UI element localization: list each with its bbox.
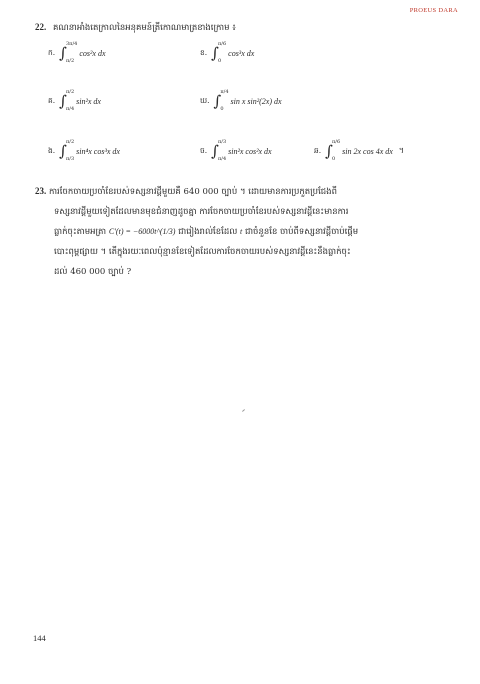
upper-limit: π/3 bbox=[217, 139, 227, 145]
item-label: ឃ. bbox=[200, 95, 210, 105]
question-22-text: គណនាអាំងតេក្រាលនៃអនុគមន៍ត្រីកោណមាត្រខាងក្រោម ៖ bbox=[52, 23, 236, 33]
question-22 bbox=[35, 22, 236, 35]
header-author: PROEUS DARA bbox=[409, 7, 458, 14]
question-23-line-3b: ជារៀងរាល់ខែដែល bbox=[178, 227, 238, 237]
integral-sign-icon: ∫ bbox=[59, 43, 67, 62]
item-label: គ. bbox=[48, 95, 56, 105]
lower-limit: π/4 bbox=[65, 106, 75, 112]
question-23-line-3c: ជាចំនួនខែ ចាប់ពីទស្សនាវដ្តីចាប់ផ្តើម bbox=[244, 227, 359, 237]
integral-sign-icon: ∫ bbox=[325, 141, 333, 160]
integral-sign-icon: ∫ bbox=[211, 43, 219, 62]
khmer-full-stop: ។ bbox=[398, 146, 405, 155]
upper-limit: π/6 bbox=[217, 41, 227, 47]
upper-limit: π/6 bbox=[331, 139, 341, 145]
item-label: ង. bbox=[48, 145, 56, 155]
integral-item-b bbox=[200, 42, 254, 64]
integrand: cos²x dx bbox=[79, 48, 106, 58]
integral-sign-icon: ∫ bbox=[59, 91, 67, 110]
integral-item-e bbox=[48, 140, 120, 162]
integral-item-d bbox=[200, 90, 282, 112]
integrand: sin 2x cos 4x dx bbox=[342, 146, 393, 156]
upper-limit: 3π/4 bbox=[65, 41, 78, 47]
lower-limit: 0 bbox=[331, 156, 336, 162]
integral-item-c bbox=[48, 90, 101, 112]
integral-sign-icon: ∫ bbox=[211, 141, 219, 160]
integral-sign-icon: ∫ bbox=[59, 141, 67, 160]
upper-limit: π/4 bbox=[220, 89, 229, 95]
integral-item-f bbox=[200, 140, 272, 162]
question-23-line-4: បោះពុម្ពផ្សាយ ។ តើក្នុងរយៈពេលប៉ុន្មានខែទៀតដែលការចែកចាយរបស់ទស្សនាវដ្តីនេះនឹងធ្លាក់ចុះ bbox=[54, 247, 351, 257]
question-23-line-2: ទស្សនាវដ្តីមួយទៀតដែលមានមុខជំនាញដូចគ្នា ការចែកចាយប្រចាំខែរបស់ទស្សនាវដ្តីនេះមានការ bbox=[54, 207, 349, 217]
lower-limit: 0 bbox=[217, 58, 222, 64]
integrand: sin²x dx bbox=[76, 96, 101, 106]
integrand: sin x sin²(2x) dx bbox=[230, 96, 282, 106]
question-23-number: 23. bbox=[35, 186, 47, 196]
lower-limit: π/3 bbox=[65, 156, 75, 162]
upper-limit: π/2 bbox=[65, 89, 75, 95]
page-number: 144 bbox=[33, 633, 46, 643]
upper-limit: π/2 bbox=[65, 139, 75, 145]
lower-limit: π/2 bbox=[65, 58, 75, 64]
question-22-number: 22. bbox=[35, 22, 47, 32]
lower-limit: 0 bbox=[220, 106, 224, 112]
item-label: ខ. bbox=[200, 47, 208, 57]
integral-sign-icon: ∫ bbox=[213, 91, 222, 110]
question-23 bbox=[35, 181, 447, 282]
integral-item-g bbox=[314, 140, 404, 162]
integrand: sin²x cos²x dx bbox=[228, 146, 272, 156]
question-23-line-5: ដល់ 460 000 ច្បាប់ ? bbox=[54, 267, 132, 277]
item-label: ក. bbox=[48, 47, 56, 57]
variable-t: t bbox=[240, 227, 243, 236]
item-label: ឆ. bbox=[314, 145, 322, 155]
lower-limit: π/4 bbox=[217, 156, 227, 162]
integrand: sin⁴x cos³x dx bbox=[76, 146, 120, 156]
item-label: ច. bbox=[200, 145, 208, 155]
question-23-line-3a: ធ្លាក់ចុះតាមអត្រា bbox=[54, 227, 107, 237]
rate-formula: C′(t) = −6000t^(1/3) bbox=[108, 227, 176, 236]
integral-item-a bbox=[48, 42, 106, 64]
question-23-line-1: ការចែកចាយប្រចាំខែរបស់ទស្សនាវដ្តីមួយគឺ 640 000 ច្បាប់ ។ ដោយមានការប្រកួតប្រជែងពី bbox=[48, 187, 337, 197]
integrand: cos³x dx bbox=[228, 48, 255, 58]
pencil-mark bbox=[242, 409, 245, 412]
